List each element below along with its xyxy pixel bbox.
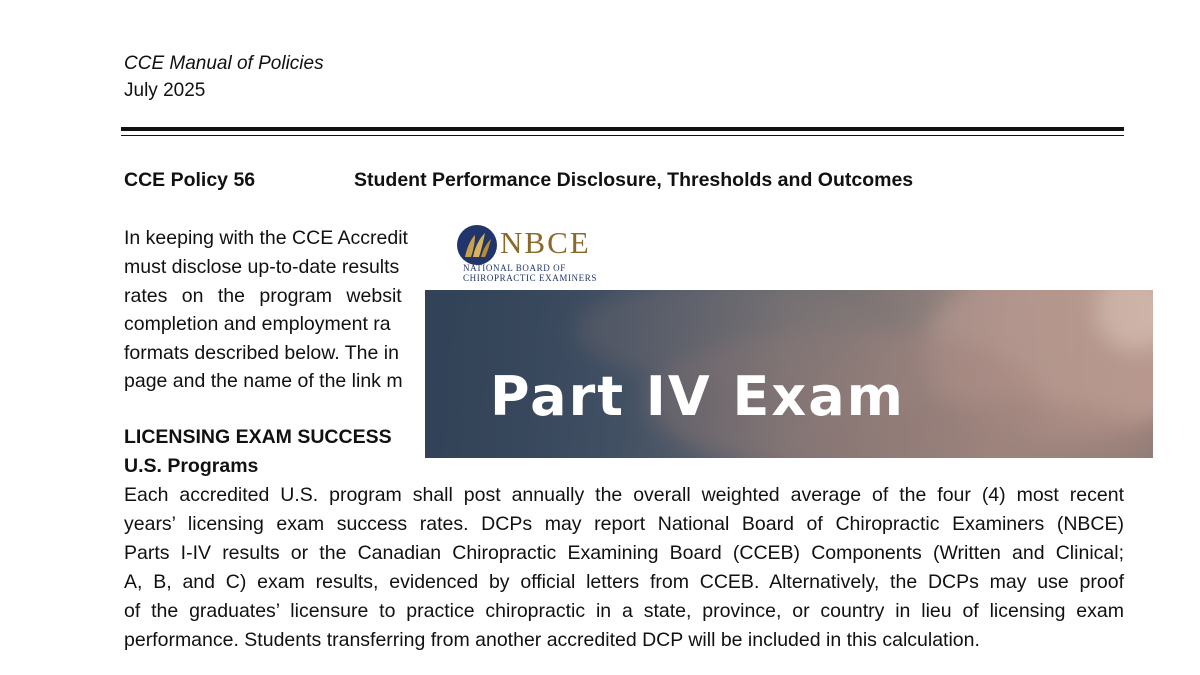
paragraph-line: Each accredited U.S. program shall post annually the overall weighted average of the four (4) most recent (124, 484, 1124, 506)
paragraph-line: of the graduates’ licensure to practice chiropractic in a state, province, or country in lieu of licensing exam (124, 600, 1124, 622)
banner-title: Part IV Exam (490, 365, 905, 428)
header-rule-thick (121, 127, 1124, 131)
intro-line: formats described below. The in (124, 342, 399, 364)
paragraph-line: performance. Students transferring from another accredited DCP will be included in this calculation. (124, 629, 980, 651)
nbce-emblem-icon (453, 221, 501, 269)
section-paragraph (124, 483, 1124, 657)
policy-number: CCE Policy 56 (124, 169, 256, 191)
subsection-heading: U.S. Programs (124, 455, 259, 477)
paragraph-line: years’ licensing exam success rates. DCPs may report National Board of Chiropractic Examiners (NBCE) (124, 513, 1124, 535)
section-heading: LICENSING EXAM SUCCESS (124, 426, 392, 448)
intro-line: In keeping with the CCE Accredit (124, 227, 408, 249)
intro-line: page and the name of the link m (124, 370, 403, 392)
intro-line: rates on the program websit (124, 285, 402, 307)
exam-banner (425, 290, 1153, 458)
nbce-subtitle-line: CHIROPRACTIC EXAMINERS (463, 273, 597, 283)
nbce-wordmark: NBCE (500, 225, 591, 260)
paragraph-line: A, B, and C) exam results, evidenced by official letters from CCEB. Alternatively, the DCPs may use proof (124, 571, 1124, 593)
nbce-subtitle-line: NATIONAL BOARD OF (463, 263, 566, 273)
intro-line: must disclose up-to-date results (124, 256, 400, 278)
manual-date: July 2025 (124, 80, 206, 101)
header-rule-thin (121, 135, 1124, 136)
paragraph-line: Parts I-IV results or the Canadian Chiropractic Examining Board (CCEB) Components (Written and Clinical; (124, 542, 1124, 564)
intro-line: completion and employment ra (124, 313, 391, 335)
policy-title: Student Performance Disclosure, Thresholds and Outcomes (354, 169, 914, 191)
manual-title: CCE Manual of Policies (124, 53, 324, 74)
